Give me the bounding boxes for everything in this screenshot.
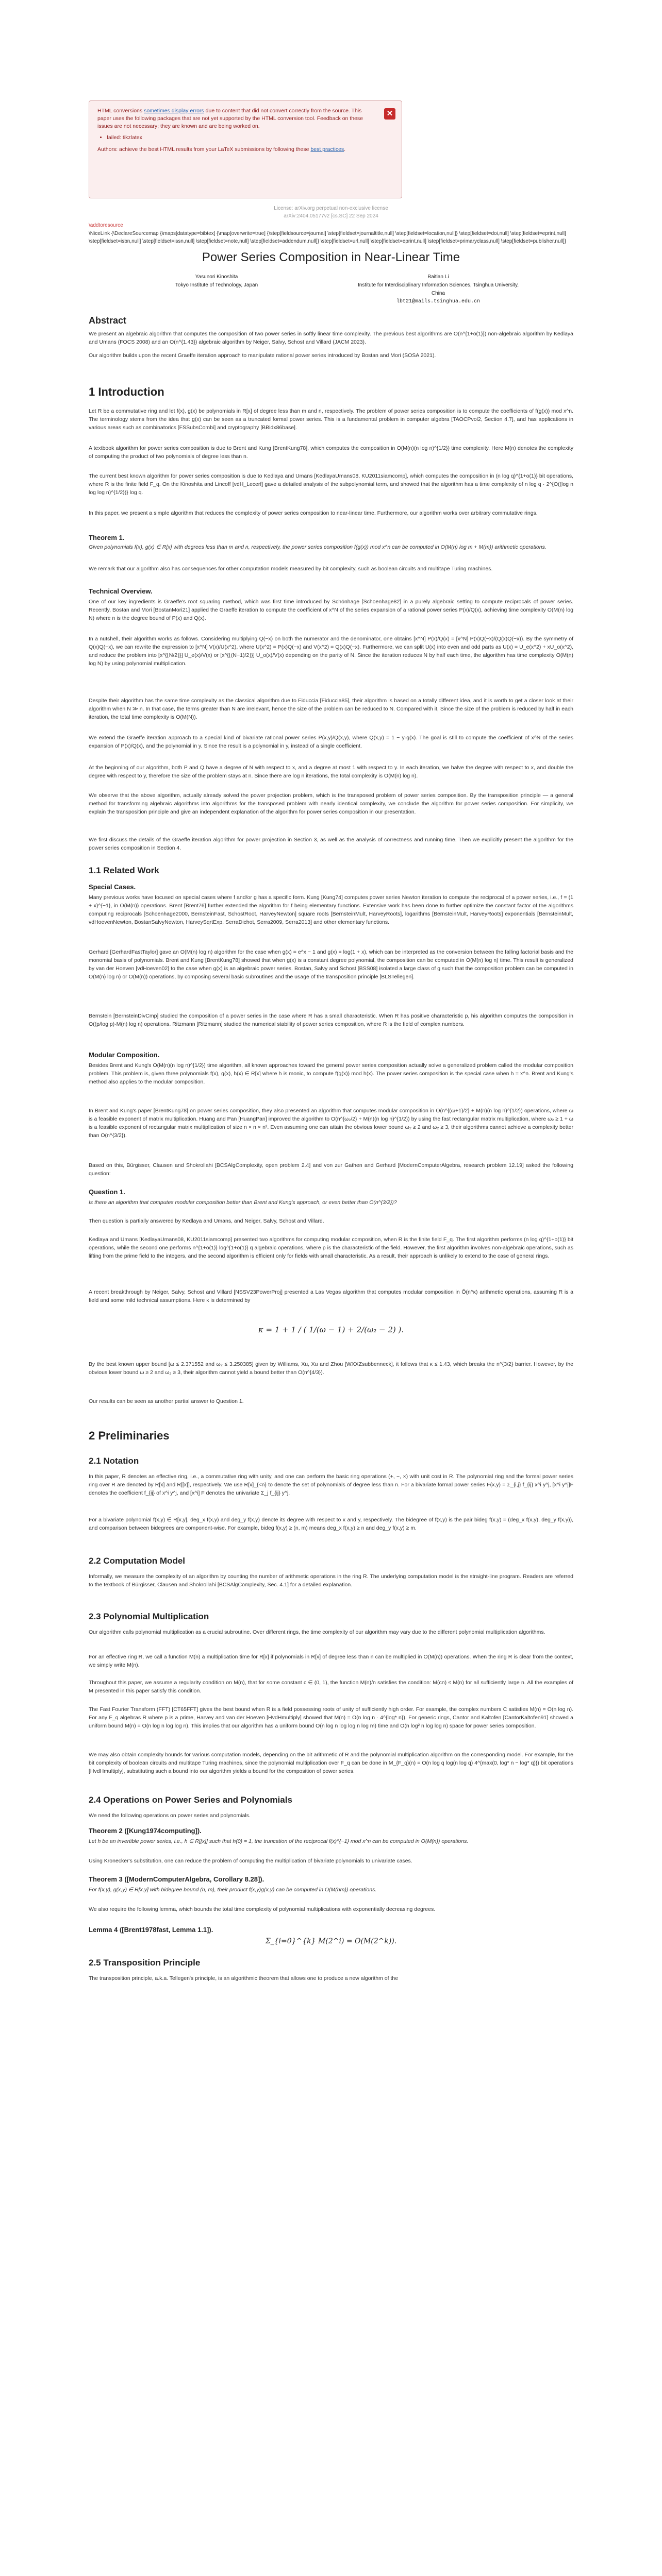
special-cases-paragraph-3: Bernstein [BernsteinDivCmp] studied the composition of a power series in the case where R has a small characteristic. When R has positive characteristic p, his algorithm computes the composition in O((p/log p)·M(n) log n) operations. Ritzmann [Ritzmann] studied the numerical stability of power series composition, where R is the field of complex numbers. [89, 1013, 573, 1027]
authors-advice-prefix: Authors: achieve the best HTML results from your LaTeX submissions by following these [97, 146, 311, 152]
latex-macro-residue [89, 222, 573, 246]
intro-paragraph-5: We remark that our algorithm also has consequences for other computation models measured by bit complexity, such as boolean circuits and multitape Turing machines. [89, 566, 493, 572]
author-name: Baitian Li [427, 274, 449, 280]
polymult-paragraph-2: For an effective ring R, we call a function M(n) a multiplication time for R[x] if polynomials in R[x] of degree less than n can be multiplied in O(M(n)) operations. When the ring R is clear from the context, we simply write M(n). [89, 1654, 573, 1668]
polymult-paragraph-4: The Fast Fourier Transform (FFT) [CT65FFT] gives the best bound when R is a field possessing roots of unity of sufficiently high order. For example, the complex numbers C satisfies M(n) = O(n log n). For any F_q algebras R where p is a prime, Harvey and van der Hoeven [HvdHmultiply] showed that M(n) = O(n log n · 4^{log* n}). For generic rings, Cantor and Kaltofen [CantorKaltofen91] showed a uniform bound M(n) = O(n log n log log n). This implies that our algorithm has a uniform bound O(n log n log log n log m) time and O(n log² n log log n) space for power series composition. [89, 1706, 573, 1729]
author-1 [155, 273, 278, 290]
macro-line-2: \NiceLink {\DeclareSourcemap {\maps[datatype=bibtex] {\map[overwrite=true] {\step[fieldsource=journal] \step[fieldset=journaltitle,null] \step[fieldset=location,null]} \step[fieldset=doi,null] \step[fieldset=eprint,null] \step[fieldset=isbn,null] \step[fieldset=issn,null] \step[fieldset=note,null] \step[fieldset=addendum,null]} \step[fieldset=url,null] \step[fieldset=eprint,null] \step[fieldset=primaryclass,null] \step[fieldset=publisher,null]} [89, 230, 567, 244]
operations-paragraph-3: We also require the following lemma, which bounds the total time complexity of polynomial multiplications with exponentially decreasing degrees. [89, 1906, 436, 1912]
theorem-3-statement: For f(x,y), g(x,y) ∈ R[x,y] with bidegree bound (n, m), their product f(x,y)g(x,y) can be computed in O(M(nm)) operations. [89, 1887, 377, 1893]
special-cases-paragraph-2: Gerhard [GerhardFastTaylor] gave an O(M(n) log n) algorithm for the case when g(x) = e^x − 1 and g(x) = log(1 + x), which can be interpreted as the conversion between the falling factorial basis and the monomial basis of polynomials. Brent and Kung [BrentKung78] showed that when g(x) is a constant degree polynomial, the composition can be computed in O(M(n) log n) time. This result is generalized by van der Hoeven [vdHoeven02] to the case when g(x) is an algebraic power series. Bostan, Salvy and Schost [BSS08] isolated a large class of g such that the composition problem can be computed in O(M(n) log n) or O(M(n)) operations, by composing several basic subroutines and the usage of the transposition principle [BLSTellegen]. [89, 949, 573, 980]
tech-paragraph-5: At the beginning of our algorithm, both P and Q have a degree of N with respect to x, and a degree at most 1 with respect to y. In each iteration, we halve the degree with respect to x, and double the degree with respect to y, therefore the size of the problem stays at n. Since there are log n iterations, the total complexity is O(M(n) log n). [89, 765, 573, 779]
intro-paragraph-2: A textbook algorithm for power series composition is due to Brent and Kung [BrentKung78], which computes the composition in O(M(n)(n log n)^{1/2}) time complexity. Here M(n) denotes the complexity of computing the product of two polynomials of degree less than n. [89, 445, 573, 460]
tech-paragraph-1: One of our key ingredients is Graeffe's root squaring method, which was first time introduced by Schönhage [Schoenhage82] in a purely algebraic setting to compute reciprocals of power series. Recently, Bostan and Mori [BostanMori21] applied the Graeffe iteration to compute the coefficient of x^N of the series expansion of a rational power series P(x)/Q(x), achieving time complexity O(M(n) log N) where n is the degree bound of P(x) and Q(x). [89, 599, 573, 621]
tech-paragraph-2: In a nutshell, their algorithm works as follows. Considering multiplying Q(−x) on both the numerator and the denominator, one obtains [x^N] P(x)/Q(x) = [x^N] P(x)Q(−x)/(Q(x)Q(−x)). By the symmetry of Q(x)Q(−x), we can rewrite the expression to [x^N] V(x)/U(x^2), where U(x^2) = P(x)Q(−x) and V(x^2) = Q(x)Q(−x). Furthermore, we can split U(x) into even and odd parts as U(x) = U_e(x^2) + xU_o(x^2), and reduce the problem into [x^{⌊N/2⌋}] U_e(x)/V(x) or [x^{⌊(N−1)/2⌋}] U_o(x)/V(x) depending on the parity of N. Since the iteration reduces N by half each time, the algorithm has time complexity O(M(n) log N) by using polynomial multiplication. [89, 636, 573, 667]
sometimes-display-errors-link[interactable]: sometimes display errors [144, 108, 204, 114]
arxiv-id-line: arXiv:2404.05177v2 [cs.SC] 22 Sep 2024 [284, 213, 378, 219]
section-notation: 2.1 Notation [89, 1456, 139, 1466]
theorem-1-heading: Theorem 1. [89, 534, 125, 541]
close-icon[interactable]: ✕ [384, 108, 395, 120]
abstract-paragraph-2: Our algorithm builds upon the recent Graeffe iteration approach to manipulate rational power series introduced by Bostan and Mori (SOSA 2021). [89, 352, 436, 359]
abstract-paragraph-1: We present an algebraic algorithm that computes the composition of two power series in softly linear time complexity. The previous best algorithms are O(n^{1+o(1)}) non-algebraic algorithm by Kedlaya and Umans (FOCS 2008) and an O(n^{1.43}) algebraic algorithm by Neiger, Salvy, Schost and Villard (JACM 2023). [89, 331, 573, 345]
author-email[interactable]: lbt21@mails.tsinghua.edu.cn [396, 299, 481, 304]
operations-paragraph-1: We need the following operations on power series and polynomials. [89, 1812, 251, 1819]
special-cases-paragraph-1: Many previous works have focused on special cases where f and/or g has a specific form. Kung [Kung74] computes power series Newton iteration to compute the reciprocal of a power series, i.e., f = (1 + x)^{−1}, in O(M(n)) operations. Brent [Brent76] further extended the algorithm for f being elementary functions. Extensive work has been done to further optimize the constant factor of the algorithms computing reciprocals [Schoenhage2000, BernsteinFast, SchostRoot, HarveyNewton] square roots [BernsteinMult, HarveyRoots], logarithms [BernsteinMult, HarveyRoots] exponentials [BernsteinMult, vdHoevenNewton, BostanSalvyNewton, HarveySqrtExp, SerraDichot, Serra2009, Serra2013] and other elementary functions. [89, 894, 573, 925]
technical-overview-heading: Technical Overview. [89, 587, 153, 595]
modular-composition-heading: Modular Composition. [89, 1051, 160, 1059]
license-line: License: arXiv.org perpetual non-exclusive license [274, 206, 388, 211]
modular-paragraph-7: By the best known upper bound [ω ≤ 2.371552 and ω₂ ≤ 3.250385] given by Williams, Xu, Xu and Zhou [WXXZsubbenneck], it follows that κ ≤ 1.43, which breaks the n^{3/2} barrier. However, by the obvious lower bound ω ≥ 2 and ω₂ ≥ 3, their algorithm cannot yield a bound better than O(n^{4/3}). [89, 1361, 573, 1376]
unsupported-packages-list [107, 134, 375, 142]
tech-paragraph-4: We extend the Graeffe iteration approach to a special kind of bivariate rational power series P(x,y)/Q(x,y), where Q(x,y) = 1 − y·g(x). The goal is still to compute the coefficient of x^N of the series expansion of P(x)/Q(x), and the polynomial in y. Since the result is a polynomial in y, instead of a single coefficient. [89, 735, 573, 749]
modular-paragraph-2: In Brent and Kung's paper [BrentKung78] on power series composition, they also presented an algorithm that computes modular composition in O(n^{(ω+1)/2} + M(n)(n log n)^{1/2}) operations, where ω is a feasible exponent of matrix multiplication. Huang and Pan [HuangPan] improved the algorithm to O(n^{ω₂/2} + M(n)(n log n)^{1/2}) by using the fast rectangular matrix multiplication, where ω₂ ≥ 1 + ω is a feasible exponent of rectangular matrix multiplication of size n × n × n². Even assuming one can attain the obvious lower bound ω₂ ≥ 2 and ω₂ ≥ 3, their algorithms cannot achieve a complexity better than O(n^{3/2}). [89, 1108, 573, 1139]
modular-paragraph-3: Based on this, Bürgisser, Clausen and Shokrollahi [BCSAlgComplexity, open problem 2.4] and von zur Gathen and Gerhard [ModernComputerAlgebra, research problem 12.19] asked the following question: [89, 1162, 573, 1177]
author-affiliation: Tokyo Institute of Technology, Japan [175, 282, 258, 288]
modular-paragraph-6: A recent breakthrough by Neiger, Salvy, Schost and Villard [NSSV23PowerProj] presented a Las Vegas algorithm that computes modular composition in Õ(n^κ) arithmetic operations, assuming R is a field and some mild technical assumptions. Here κ is determined by [89, 1289, 573, 1303]
authors-advice [97, 146, 375, 154]
section-related-work: 1.1 Related Work [89, 866, 159, 875]
section-operations: 2.4 Operations on Power Series and Polynomials [89, 1795, 292, 1805]
warning-text [97, 107, 375, 131]
intro-paragraph-3: The current best known algorithm for power series composition is due to Kedlaya and Umans [KedlayaUmans08, KU2011siamcomp], which computes the composition in (n log q)^{1+o(1)} bit operations, where R is the finite field F_q. On the Kinoshita and Lincoff [vdH_Lecerf] gave a detailed analysis of the subpolynomial term, and showed that the algorithm has a time complexity of n log q · 2^{O((log n log log n)^{1/2})} log q. [89, 473, 573, 496]
notation-paragraph-1: In this paper, R denotes an effective ring, i.e., a commutative ring with unity, and one can perform the basic ring operations (+, −, ×) with unit cost in R. The polynomial ring and the formal power series ring over R are denoted by R[x] and R[[x]], respectively. We use R[x]_{<n} to denote the set of polynomials of degree less than n. For a bivariate formal power series F(x,y) = Σ_{i,j} f_{ij} x^i y^j, [x^i y^j]F denotes the coefficient f_{ij} of x^i y^j, and [x^i] F denotes the univariate Σ_j f_{ij} y^j. [89, 1473, 573, 1496]
paper-title: Power Series Composition in Near-Linear Time [202, 250, 460, 264]
transposition-paragraph-1: The transposition principle, a.k.a. Tellegen's principle, is an algorithmic theorem that allows one to produce a new algorithm of the [89, 1975, 399, 1981]
section-transposition-principle: 2.5 Transposition Principle [89, 1958, 201, 1968]
section-introduction: 1 Introduction [89, 385, 164, 398]
tech-paragraph-6: We observe that the above algorithm, actually already solved the power projection problem, which is the transposed problem of power series composition. By the transposition principle — a general method for transforming algebraic algorithms into algorithms for the transposed problem with nearly identical complexity, we conclude the algorithm for power series composition. For simplicity, we explain the transposition principle and give an independent explanation of the algorithm for power series composition in our presentation. [89, 792, 573, 815]
notation-paragraph-2: For a bivariate polynomial f(x,y) ∈ R[x,y], deg_x f(x,y) and deg_y f(x,y) denote its degree with respect to x and y, respectively. The bidegree of f(x,y) is the pair bideg f(x,y) = (deg_x f(x,y), deg_y f(x,y)), and comparison between bidegrees are component-wise. For example, bideg f(x,y) ≥ (n, m) means deg_x f(x,y) ≥ n and deg_y f(x,y) ≥ m. [89, 1517, 573, 1531]
license-info [0, 205, 662, 220]
question-1-statement: Is there an algorithm that computes modular composition better than Brent and Kung's approach, or even better than O(n^{3/2})? [89, 1199, 397, 1206]
kappa-formula: κ = 1 + 1 / ( 1/(ω − 1) + 2/(ω₂ − 2) ). [258, 1325, 404, 1334]
tech-paragraph-3: Despite their algorithm has the same time complexity as the classical algorithm due to Fiduccia [Fiduccia85], their algorithm is based on a totally different idea, and it is worth to get a closer look at their algorithm when N ≫ n. In that case, the terms greater than N are irrelevant, hence the size of the problem can be reduced to N. Compared with it, Since the size of the problem is reduced by half in each iteration, the total time complexity is O(M(N)). [89, 698, 573, 720]
author-affiliation: Institute for Interdisciplinary Information Sciences, Tsinghua University, China [358, 282, 519, 296]
section-polynomial-multiplication: 2.3 Polynomial Multiplication [89, 1612, 209, 1621]
section-preliminaries: 2 Preliminaries [89, 1429, 170, 1442]
conversion-warning-box [89, 100, 402, 198]
lemma-4-statement: Σ_{i=0}^{k} M(2^i) = O(M(2^k)). [265, 1937, 397, 1945]
tech-paragraph-7: We first discuss the details of the Graeffe iteration algorithm for power projection in Section 3, as well as the analysis of correctness and running time. Then we explicitly present the algorithm for the power series composition in Section 4. [89, 837, 573, 851]
operations-paragraph-2: Using Kronecker's substitution, one can reduce the problem of computing the multiplication of bivariate polynomials to univariate cases. [89, 1858, 412, 1864]
abstract-heading: Abstract [89, 315, 127, 326]
polymult-paragraph-5: We may also obtain complexity bounds for various computation models, depending on the bit arithmetic of R and the polynomial multiplication algorithm on the corresponding model. For example, for the bit complexity of boolean circuits and multitape Turing machines, since the polynomial multiplication over F_q can be done in M_{F_q}(n) = O(n log q log(n log q) 4^{max(0, log* n − log* q)}) bit operations [HvdHmultiply], substituting such a bound into our algorithm yields a bound for the composition of power series. [89, 1752, 573, 1774]
lemma-4-heading: Lemma 4 ([Brent1978fast, Lemma 1.1]). [89, 1926, 213, 1934]
intro-paragraph-4: In this paper, we present a simple algorithm that reduces the complexity of power series composition to near-linear time. Furthermore, our algorithm works over arbitrary commutative rings. [89, 510, 538, 516]
authors-advice-suffix: . [344, 146, 346, 152]
theorem-2-heading: Theorem 2 ([Kung1974computing]). [89, 1827, 202, 1835]
polymult-paragraph-1: Our algorithm calls polynomial multiplication as a crucial subroutine. Over different rings, the time complexity of our algorithm may vary due to the different polynomial multiplication algorithms. [89, 1629, 545, 1635]
unsupported-package-item: • failed: tikzlatex [107, 134, 375, 142]
question-1-heading: Question 1. [89, 1188, 125, 1196]
polymult-paragraph-3: Throughout this paper, we assume a regularity condition on M(n), that for some constant c ∈ (0, 1), the function M(n)/n satisfies the condition: M(cn) ≤ M(n) for all sufficiently large n. All the examples of M presented in this paper satisfy this condition. [89, 1680, 573, 1694]
warning-line-suffix: due to content that did not convert correctly from the source. This paper uses the following packages that are not yet supported by the HTML conversion tool. Feedback on these issues are not necessary; they are known and are being worked on. [97, 108, 363, 130]
modular-paragraph-8: Our results can be seen as another partial answer to Question 1. [89, 1398, 244, 1404]
theorem-2-statement: Let h be an invertible power series, i.e., h ∈ R[[x]] such that h(0) = 1, the truncation of the reciprocal f(x)^{−1} mod x^n can be computed in O(M(n)) operations. [89, 1838, 469, 1844]
modular-paragraph-5: Kedlaya and Umans [KedlayaUmans08, KU2011siamcomp] presented two algorithms for computing modular composition, when R is the finite field F_q. The first algorithm performs (n log q)^{1+o(1)} bit operations, while the second one performs n^{1+o(1)} log^{1+o(1)} q algebraic operations, where p is the characteristic of the field. However, the first algorithm involves non-algebraic operations, such as lifting from the prime field to the integers, and the second algorithm is efficient only for fields with small characteristic. As a result, their approach is unlikely to extend to the case of general rings. [89, 1236, 573, 1259]
macro-line-1: \addtoresource [89, 223, 123, 228]
author-2 [356, 273, 521, 306]
best-practices-link[interactable]: best practices [310, 146, 344, 152]
special-cases-heading: Special Cases. [89, 883, 136, 891]
author-name: Yasunori Kinoshita [195, 274, 238, 280]
warning-line-prefix: HTML conversions [97, 108, 144, 114]
theorem-1-statement: Given polynomials f(x), g(x) ∈ R[x] with degrees less than m and n, respectively, the power series composition f(g(x)) mod x^n can be computed in O(M(n) log m + M(m)) arithmetic operations. [89, 544, 547, 550]
computation-model-paragraph: Informally, we measure the complexity of an algorithm by counting the number of arithmetic operations in the ring R. The underlying computation model is the straight-line program. Readers are referred to the textbook of Bürgisser, Clausen and Shokrollahi [BCSAlgComplexity, Sec. 4.1] for a detailed explanation. [89, 1573, 573, 1588]
modular-paragraph-1: Besides Brent and Kung's O(M(n)(n log n)^{1/2}) time algorithm, all known approaches toward the general power series composition actually solve a generalized problem called the modular composition problem. This problem is, given three polynomials f(x), g(x), h(x) ∈ R[x] where h is monic, to compute f(g(x)) mod h(x). The power series composition is the special case when h = x^n. Brent and Kung's method also applies to the modular composition. [89, 1062, 573, 1085]
modular-paragraph-4: Then question is partially answered by Kedlaya and Umans, and Neiger, Salvy, Schost and Villard. [89, 1218, 324, 1224]
section-computation-model: 2.2 Computation Model [89, 1556, 185, 1566]
intro-paragraph-1: Let R be a commutative ring and let f(x), g(x) be polynomials in R[x] of degree less than m and n, respectively. The problem of power series composition is to compute the coefficients of f(g(x)) mod x^n. The terminology stems from the idea that g(x) can be seen as a truncated formal power series. This is a fundamental problem in computer algebra [TAOCPvol2, Section 4.7], and has applications in various areas such as combinatorics [FSSubsCombi] and cryptography [BBidx86base]. [89, 408, 573, 431]
theorem-3-heading: Theorem 3 ([ModernComputerAlgebra, Corollary 8.28]). [89, 1875, 264, 1883]
